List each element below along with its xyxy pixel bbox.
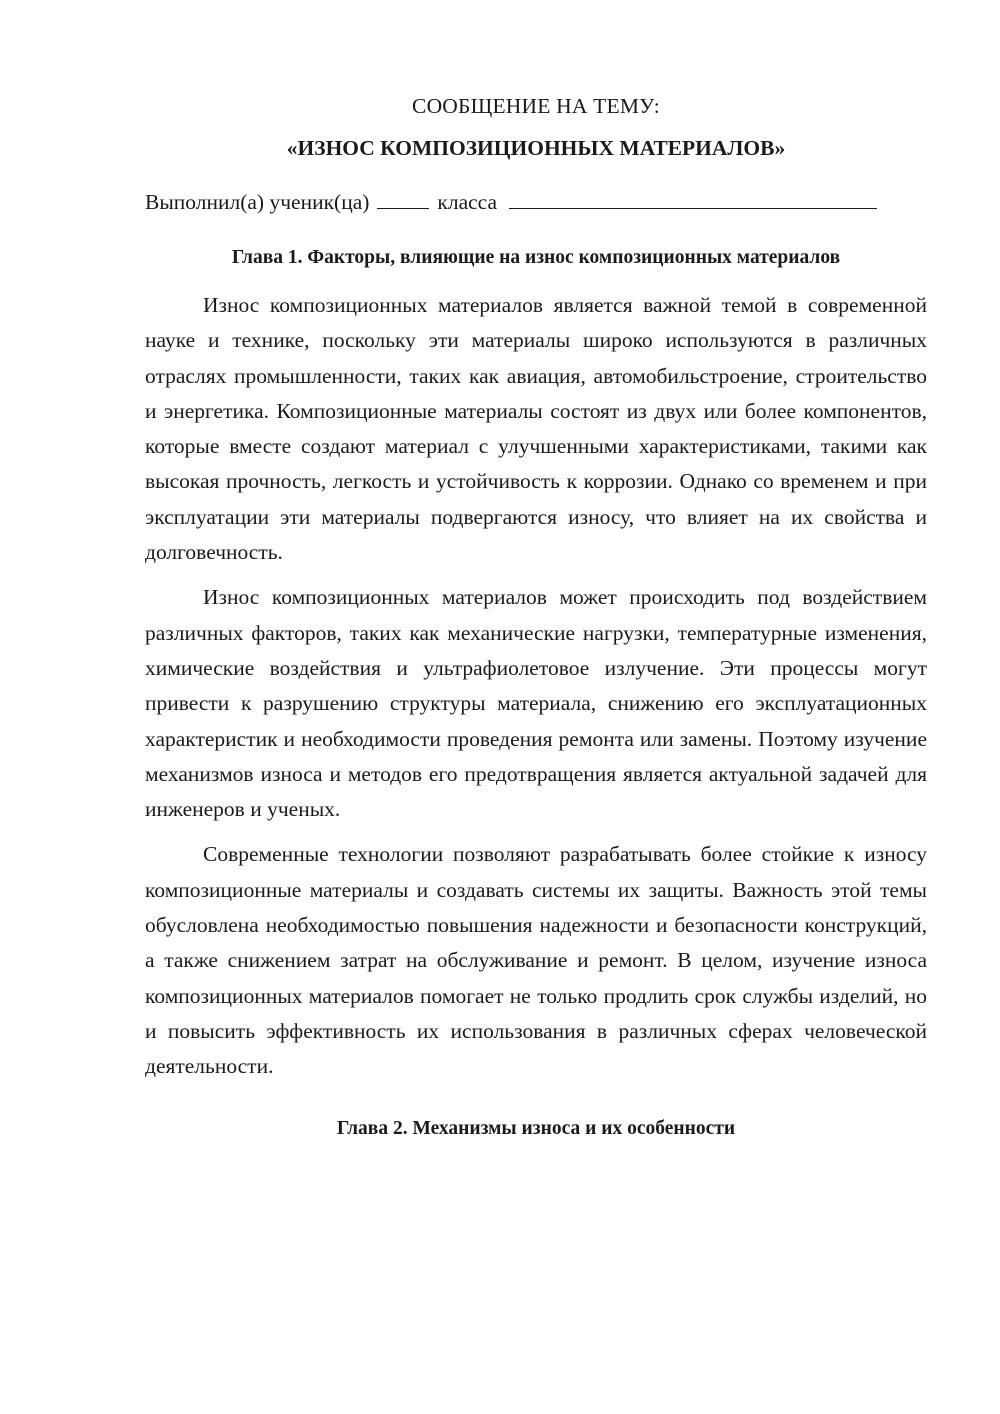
document-title: «ИЗНОС КОМПОЗИЦИОННЫХ МАТЕРИАЛОВ» bbox=[286, 136, 786, 160]
paragraph-1: Износ композиционных материалов является важной темой в современной науке и технике, поскольку эти материалы широко используются в различных отраслях промышленности, таких как авиация, автомобильстроение, строительство и энергетика. Композиционные материалы состоят из двух или более компонентов, которые вместе создают материал с улучшенными характеристиками, такими как высокая прочность, легкость и устойчивость к коррозии. Однако со временем и при эксплуатации эти материалы подвергаются износу, что влияет на их свойства и долговечность. bbox=[145, 293, 927, 565]
student-name-blank bbox=[509, 188, 877, 209]
class-number-blank bbox=[377, 188, 429, 209]
document-page bbox=[145, 92, 927, 1143]
author-line bbox=[145, 188, 927, 216]
chapter-1-heading: Глава 1. Факторы, влияющие на износ композиционных материалов bbox=[231, 247, 841, 268]
class-label: класса bbox=[437, 190, 498, 214]
chapter-2-heading: Глава 2. Механизмы износа и их особенности bbox=[336, 1117, 736, 1139]
paragraph-2: Износ композиционных материалов может происходить под воздействием различных факторов, таких как механические нагрузки, температурные изменения, химические воздействия и ультрафиолетовое излучение. Эти процессы могут привести к разрушению структуры материала, снижению его эксплуатационных характеристик и необходимости проведения ремонта или замены. Поэтому изучение механизмов износа и методов его предотвращения является актуальной задачей для инженеров и ученых. bbox=[145, 585, 927, 822]
paragraph-3: Современные технологии позволяют разрабатывать более стойкие к износу композиционные материалы и создавать системы их защиты. Важность этой темы обусловлена необходимостью повышения надежности и безопасности конструкций, а также снижением затрат на обслуживание и ремонт. В целом, изучение износа композиционных материалов помогает не только продлить срок службы изделий, но и повысить эффективность их использования в различных сферах человеческой деятельности. bbox=[145, 842, 927, 1079]
title-prefix: СООБЩЕНИЕ НА ТЕМУ: bbox=[412, 94, 660, 118]
author-label: Выполнил(а) ученик(ца) bbox=[145, 190, 370, 214]
